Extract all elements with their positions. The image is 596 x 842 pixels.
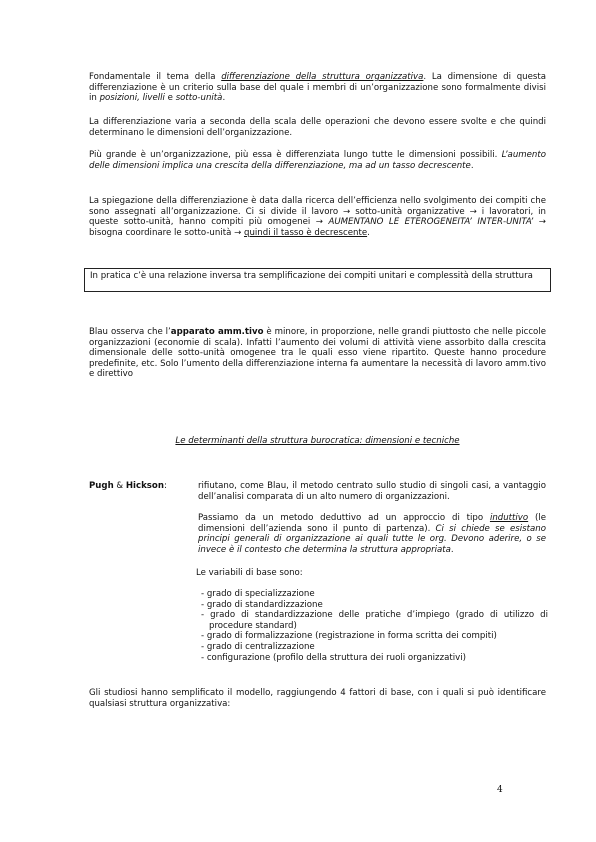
emphasis-text: L’aumento delle dimensioni implica una crescita della differenziazione, ma ad un tasso decrescente xyxy=(89,150,546,171)
paragraph-blau xyxy=(89,327,546,380)
text: (le dimensioni dell’azienda sono il punto di partenza). xyxy=(198,513,546,534)
emphasis-text: sotto-unità xyxy=(175,93,223,104)
list-item: - grado di standardizzazione delle pratiche d’impiego (grado di utilizzo di procedure standard) xyxy=(201,610,548,631)
paragraph-method: rifiutano, come Blau, il metodo centrato sullo studio di singoli casi, a vantaggio dell’analisi comparata di un alto numero di organizzazioni. xyxy=(198,481,546,502)
emphasis-text: AUMENTANO LE ETEROGENEITA’ INTER-UNITA’ xyxy=(328,217,534,228)
text: . La dimensione di questa differenziazione è un criterio sulla base del quale i membri di un’organizzazione sono formalmente divisi in xyxy=(89,72,546,104)
boxed-note: In pratica c’è una relazione inversa tra semplificazione dei compiti unitari e complessità della struttura xyxy=(84,268,551,292)
paragraph-inductive xyxy=(198,513,546,555)
underlined-text: quindi il tasso è decrescente xyxy=(244,227,368,238)
paragraph-differentiation xyxy=(89,72,546,104)
text: Più grande è un’organizzazione, più essa è differenziata lungo tutte le dimensioni possibili. xyxy=(89,150,502,160)
text: . xyxy=(222,93,226,104)
list-item: - grado di standardizzazione xyxy=(201,599,323,610)
emphasis-text: Ci si chiede se esistano principi generali di organizzazione ai quali tutte le org. Devono aderire, o se invece è il contesto che determina la struttura appropriata xyxy=(198,523,546,555)
text: . xyxy=(450,544,454,555)
text: è minore, in proporzione, nelle grandi piuttosto che nelle piccole organizzazioni (economie di scala). Infatti l’aumento dei volumi di attività viene assorbito dalla crescita dimensionale delle sotto-unità omogenee tra le quali esso viene ripartito. Queste hanno procedure predefinite, etc. Solo l’umento della differenziazione interna fa aumentare la necessità di lavoro amm.tivo e direttivo xyxy=(89,327,546,380)
paragraph-efficiency xyxy=(89,196,546,238)
text: Passiamo da un metodo deduttivo ad un approccio di tipo xyxy=(198,513,490,523)
text: . xyxy=(367,227,370,238)
text: → bisogna coordinare le sotto-unità → xyxy=(89,217,546,238)
author-name: Hickson xyxy=(125,481,164,491)
author-name: Pugh xyxy=(89,481,114,491)
variables-intro: Le variabili di base sono: xyxy=(196,568,303,578)
text: e xyxy=(164,93,176,104)
list-item: - grado di formalizzazione (registrazione in forma scritta dei compiti) xyxy=(201,631,497,642)
text: . xyxy=(470,160,474,171)
bold-text: apparato amm.tivo xyxy=(170,327,264,337)
list-item: - configurazione (profilo della struttura dei ruoli organizzativi) xyxy=(201,652,466,663)
list-item: - grado di centralizzazione xyxy=(201,641,315,652)
emphasis-text: posizioni, livelli xyxy=(99,93,165,104)
paragraph-model: Gli studiosi hanno semplificato il modello, raggiungendo 4 fattori di base, con i quali si può identificare qualsiasi struttura organizzativa: xyxy=(89,688,546,709)
text: & xyxy=(113,481,126,491)
paragraph-scale: La differenziazione varia a seconda della scala delle operazioni che devono essere svolte e che quindi determinano le dimensioni dell’organizzazione. xyxy=(89,117,546,138)
page-number: 4 xyxy=(497,785,503,795)
text: : xyxy=(163,481,167,491)
list-item: - grado di specializzazione xyxy=(201,589,315,599)
variables-list xyxy=(196,589,548,663)
text: Blau osserva che l’ xyxy=(89,327,171,337)
text: La spiegazione della differenziazione è data dalla ricerca dell’efficienza nello svolgimento dei compiti che sono assegnati all’organizzazione. Ci si divide il lavoro → sotto-unità organizzative → i lavoratori, in queste sotto-unità, hanno compiti più omogenei → xyxy=(89,196,546,228)
text: Fondamentale il tema della xyxy=(89,72,222,82)
author-label xyxy=(89,481,167,492)
paragraph-size xyxy=(89,150,546,171)
section-title: Le determinanti della struttura burocratica: dimensioni e tecniche xyxy=(175,436,460,446)
emphasis-text: differenziazione della struttura organizzativa xyxy=(221,72,424,82)
emphasis-text: induttivo xyxy=(489,513,529,523)
